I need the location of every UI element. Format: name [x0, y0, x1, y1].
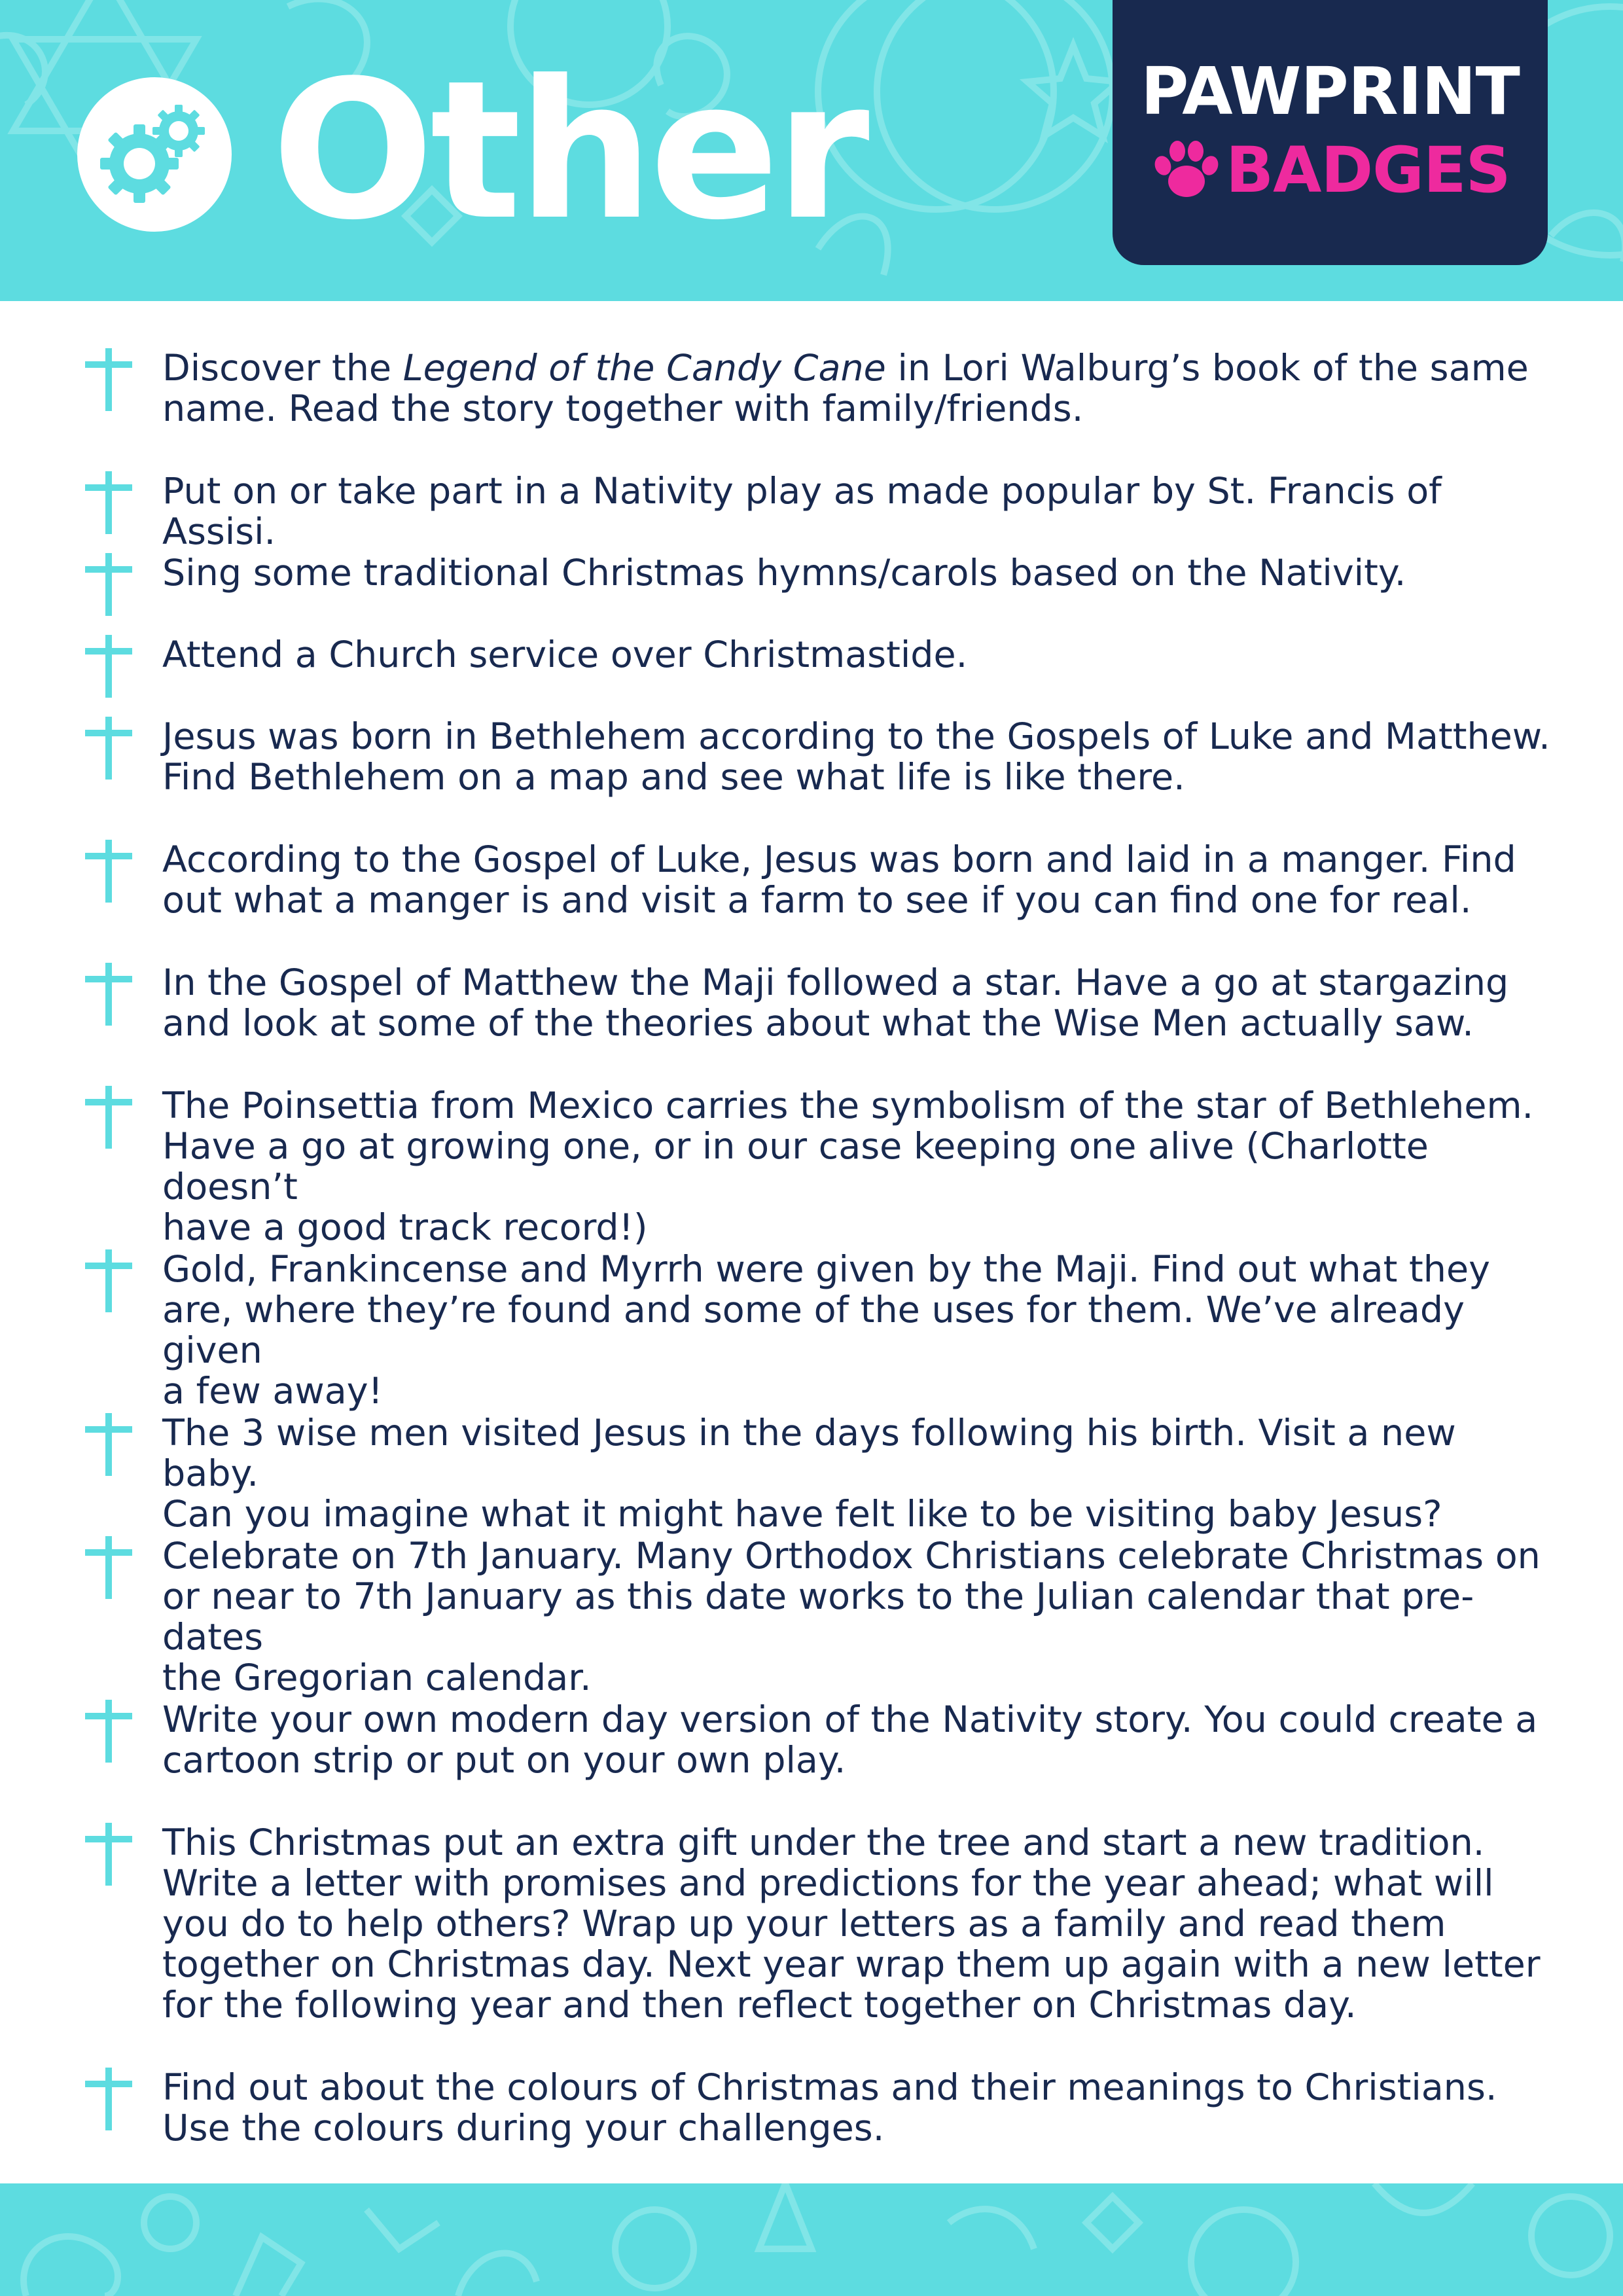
- item-text: Jesus was born in Bethlehem according to the Gospels of Luke and Matthew. Find Bethlehem on a map and see what life is like there.: [162, 715, 1550, 798]
- item-text: Sing some traditional Christmas hymns/carols based on the Nativity.: [162, 552, 1406, 594]
- item-text: Find out about the colours of Christmas and their meanings to Christians. Use the colours during your challenges.: [162, 2066, 1497, 2149]
- cross-icon: [85, 1536, 132, 1599]
- paw-icon: [1149, 134, 1221, 206]
- gears-badge: [77, 77, 232, 232]
- page-title: Other: [272, 39, 866, 262]
- cross-icon: [85, 553, 132, 616]
- footer-banner: [0, 2183, 1623, 2296]
- cross-icon: [85, 1700, 132, 1763]
- item-text: Celebrate on 7th January. Many Orthodox Christians celebrate Christmas on or near to 7th January as this date works to the Julian calendar that pre-dates the Gregorian calendar.: [162, 1535, 1541, 1699]
- cross-icon: [85, 1249, 132, 1312]
- item-text: The Poinsettia from Mexico carries the symbolism of the star of Bethlehem. Have a go at growing one, or in our case keeping one alive (Charlotte doesn’t have a good track record!): [162, 1085, 1534, 1249]
- item-text: This Christmas put an extra gift under the tree and start a new tradition. Write a letter with promises and predictions for the year ahead; what will you do to help others? Wrap up your letters as a family and read them together on Christmas day. Next year wrap them up again with a new letter for the following year and then reflect together on Christmas day.: [162, 1821, 1541, 2026]
- item-text: Discover the Legend of the Candy Cane in Lori Walburg’s book of the same name. Read the story together with family/friends.: [162, 347, 1529, 430]
- item-text: Attend a Church service over Christmastide.: [162, 634, 968, 676]
- item-text: Write your own modern day version of the Nativity story. You could create a cartoon strip or put on your own play.: [162, 1698, 1538, 1782]
- cross-icon: [85, 840, 132, 903]
- cross-icon: [85, 348, 132, 411]
- gears-icon: [77, 77, 232, 232]
- decorative-pattern: [0, 2183, 1623, 2296]
- cross-icon: [85, 1823, 132, 1886]
- logo-line-2-wrap: [1149, 134, 1510, 206]
- cross-icon: [85, 471, 132, 534]
- logo-line-1: PAWPRINT: [1141, 53, 1520, 130]
- cross-icon: [85, 717, 132, 780]
- item-text: The 3 wise men visited Jesus in the days following his birth. Visit a new baby. Can you imagine what it might have felt like to be visiting baby Jesus?: [162, 1412, 1456, 1535]
- cross-icon: [85, 2068, 132, 2130]
- item-text: According to the Gospel of Luke, Jesus was born and laid in a manger. Find out what a manger is and visit a farm to see if you can find one for real.: [162, 838, 1516, 922]
- cross-icon: [85, 1413, 132, 1476]
- item-text: Gold, Frankincense and Myrrh were given by the Maji. Find out what they are, where they’re found and some of the uses for them. We’ve already given a few away!: [162, 1248, 1490, 1412]
- logo-line-2: BADGES: [1226, 134, 1510, 207]
- header-banner: [0, 0, 1623, 301]
- cross-icon: [85, 963, 132, 1026]
- item-text: Put on or take part in a Nativity play as made popular by St. Francis of Assisi.: [162, 470, 1442, 553]
- cross-icon: [85, 635, 132, 698]
- pawprint-badges-logo: [1113, 0, 1548, 265]
- item-text: In the Gospel of Matthew the Maji followed a star. Have a go at stargazing and look at some of the theories about what the Wise Men actually saw.: [162, 961, 1509, 1045]
- cross-icon: [85, 1086, 132, 1149]
